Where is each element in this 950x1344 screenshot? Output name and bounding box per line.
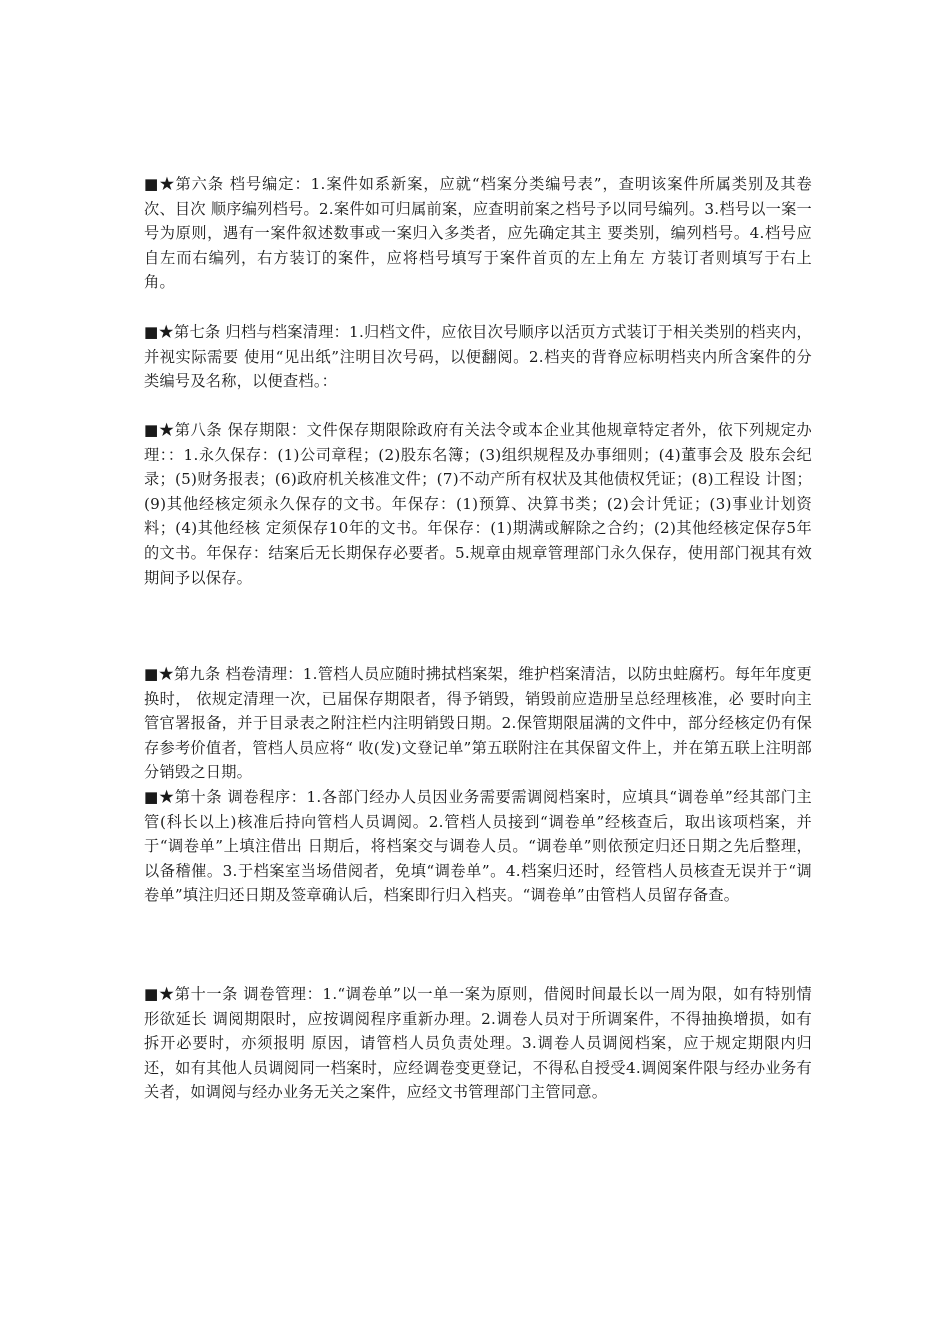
article-9: ■★第九条 档卷清理：1.管档人员应随时拂拭档案架，维护档案清洁，以防虫蛀腐朽。每年年度更换时， 依规定清理一次，已届保存期限者，得予销毁，销毁前应造册呈总经理核准，必 要时向主管官署报备，并于目录表之附注栏内注明销毁日期。2.保管期限届满的文件中，部分经核定仍有保存参考价值者，管档人员应将“ 收(发)文登记单”第五联附注在其保留文件上，并在第五联上注明部分销毁之日期。 <box>144 665 812 782</box>
article-10: ■★第十条 调卷程序：1.各部门经办人员因业务需要需调阅档案时，应填具“调卷单”经其部门主 管(科长以上)核准后持向管档人员调阅。2.管档人员接到“调卷单”经核查后，取出该项档案，并于“调卷单”上填注借出 日期后，将档案交与调卷人员。“调卷单”则依预定归还日期之先后整理，以备稽催。3.于档案室当场借阅者，免填“调卷单”。4.档案归还时，经管档人员核查无误并于“调卷单”填注归还日期及签章确认后，档案即行归入档夹。“调卷单”由管档人员留存备查。 <box>144 788 812 905</box>
article-11: ■★第十一条 调卷管理：1.“调卷单”以一单一案为原则，借阅时间最长以一周为限，如有特别情形欲延长 调阅期限时，应按调阅程序重新办理。2.调卷人员对于所调案件，不得抽换增损，如有拆开必要时，亦须报明 原因，请管档人员负责处理。3.调卷人员调阅档案，应于规定期限内归还，如有其他人员调阅同一档案时，应经调卷变更登记，不得私自授受4.调阅案件限与经办业务有关者，如调阅与经办业务无关之案件，应经文书管理部门主管同意。 <box>144 985 812 1102</box>
article-7: ■★第七条 归档与档案清理：1.归档文件，应依目次号顺序以活页方式装订于相关类别的档夹内，并视实际需要 使用“见出纸”注明目次号码，以便翻阅。2.档夹的背脊应标明档夹内所含案件的分类编号及名称，以便查档。： <box>144 323 812 391</box>
article-8: ■★第八条 保存期限：文件保存期限除政府有关法令或本企业其他规章特定者外，依下列规定办理：：1.永久保存：(1)公司章程；(2)股东名簿；(3)组织规程及办事细则；(4)董事会及 股东会纪 录；(5)财务报表；(6)政府机关核准文件；(7)不动产所有权状及其他债权凭证；(8)工程设 计图；(9)其他经核定须永久保存的文书。年保存：(1)预算、决算书类；(2)会计凭证；(3)事业计划资料；(4)其他经核 定须保存10年的文书。年保存：(1)期满或解除之合约；(2)其他经核定保存5年的文书。年保存：结案后无长期保存必要者。5.规章由规章管理部门永久保存，使用部门视其有效期间予以保存。 <box>144 421 812 587</box>
article-6: ■★第六条 档号编定：1.案件如系新案，应就“档案分类编号表”，查明该案件所属类别及其卷次、目次 顺序编列档号。2.案件如可归属前案，应查明前案之档号予以同号编列。3.档号以一案一号为原则，遇有一案件叙述数事或一案归入多类者，应先确定其主 要类别，编列档号。4.档号应自左而右编列，右方装订的案件，应将档号填写于案件首页的左上角左 方装订者则填写于右上角。 <box>144 175 812 292</box>
